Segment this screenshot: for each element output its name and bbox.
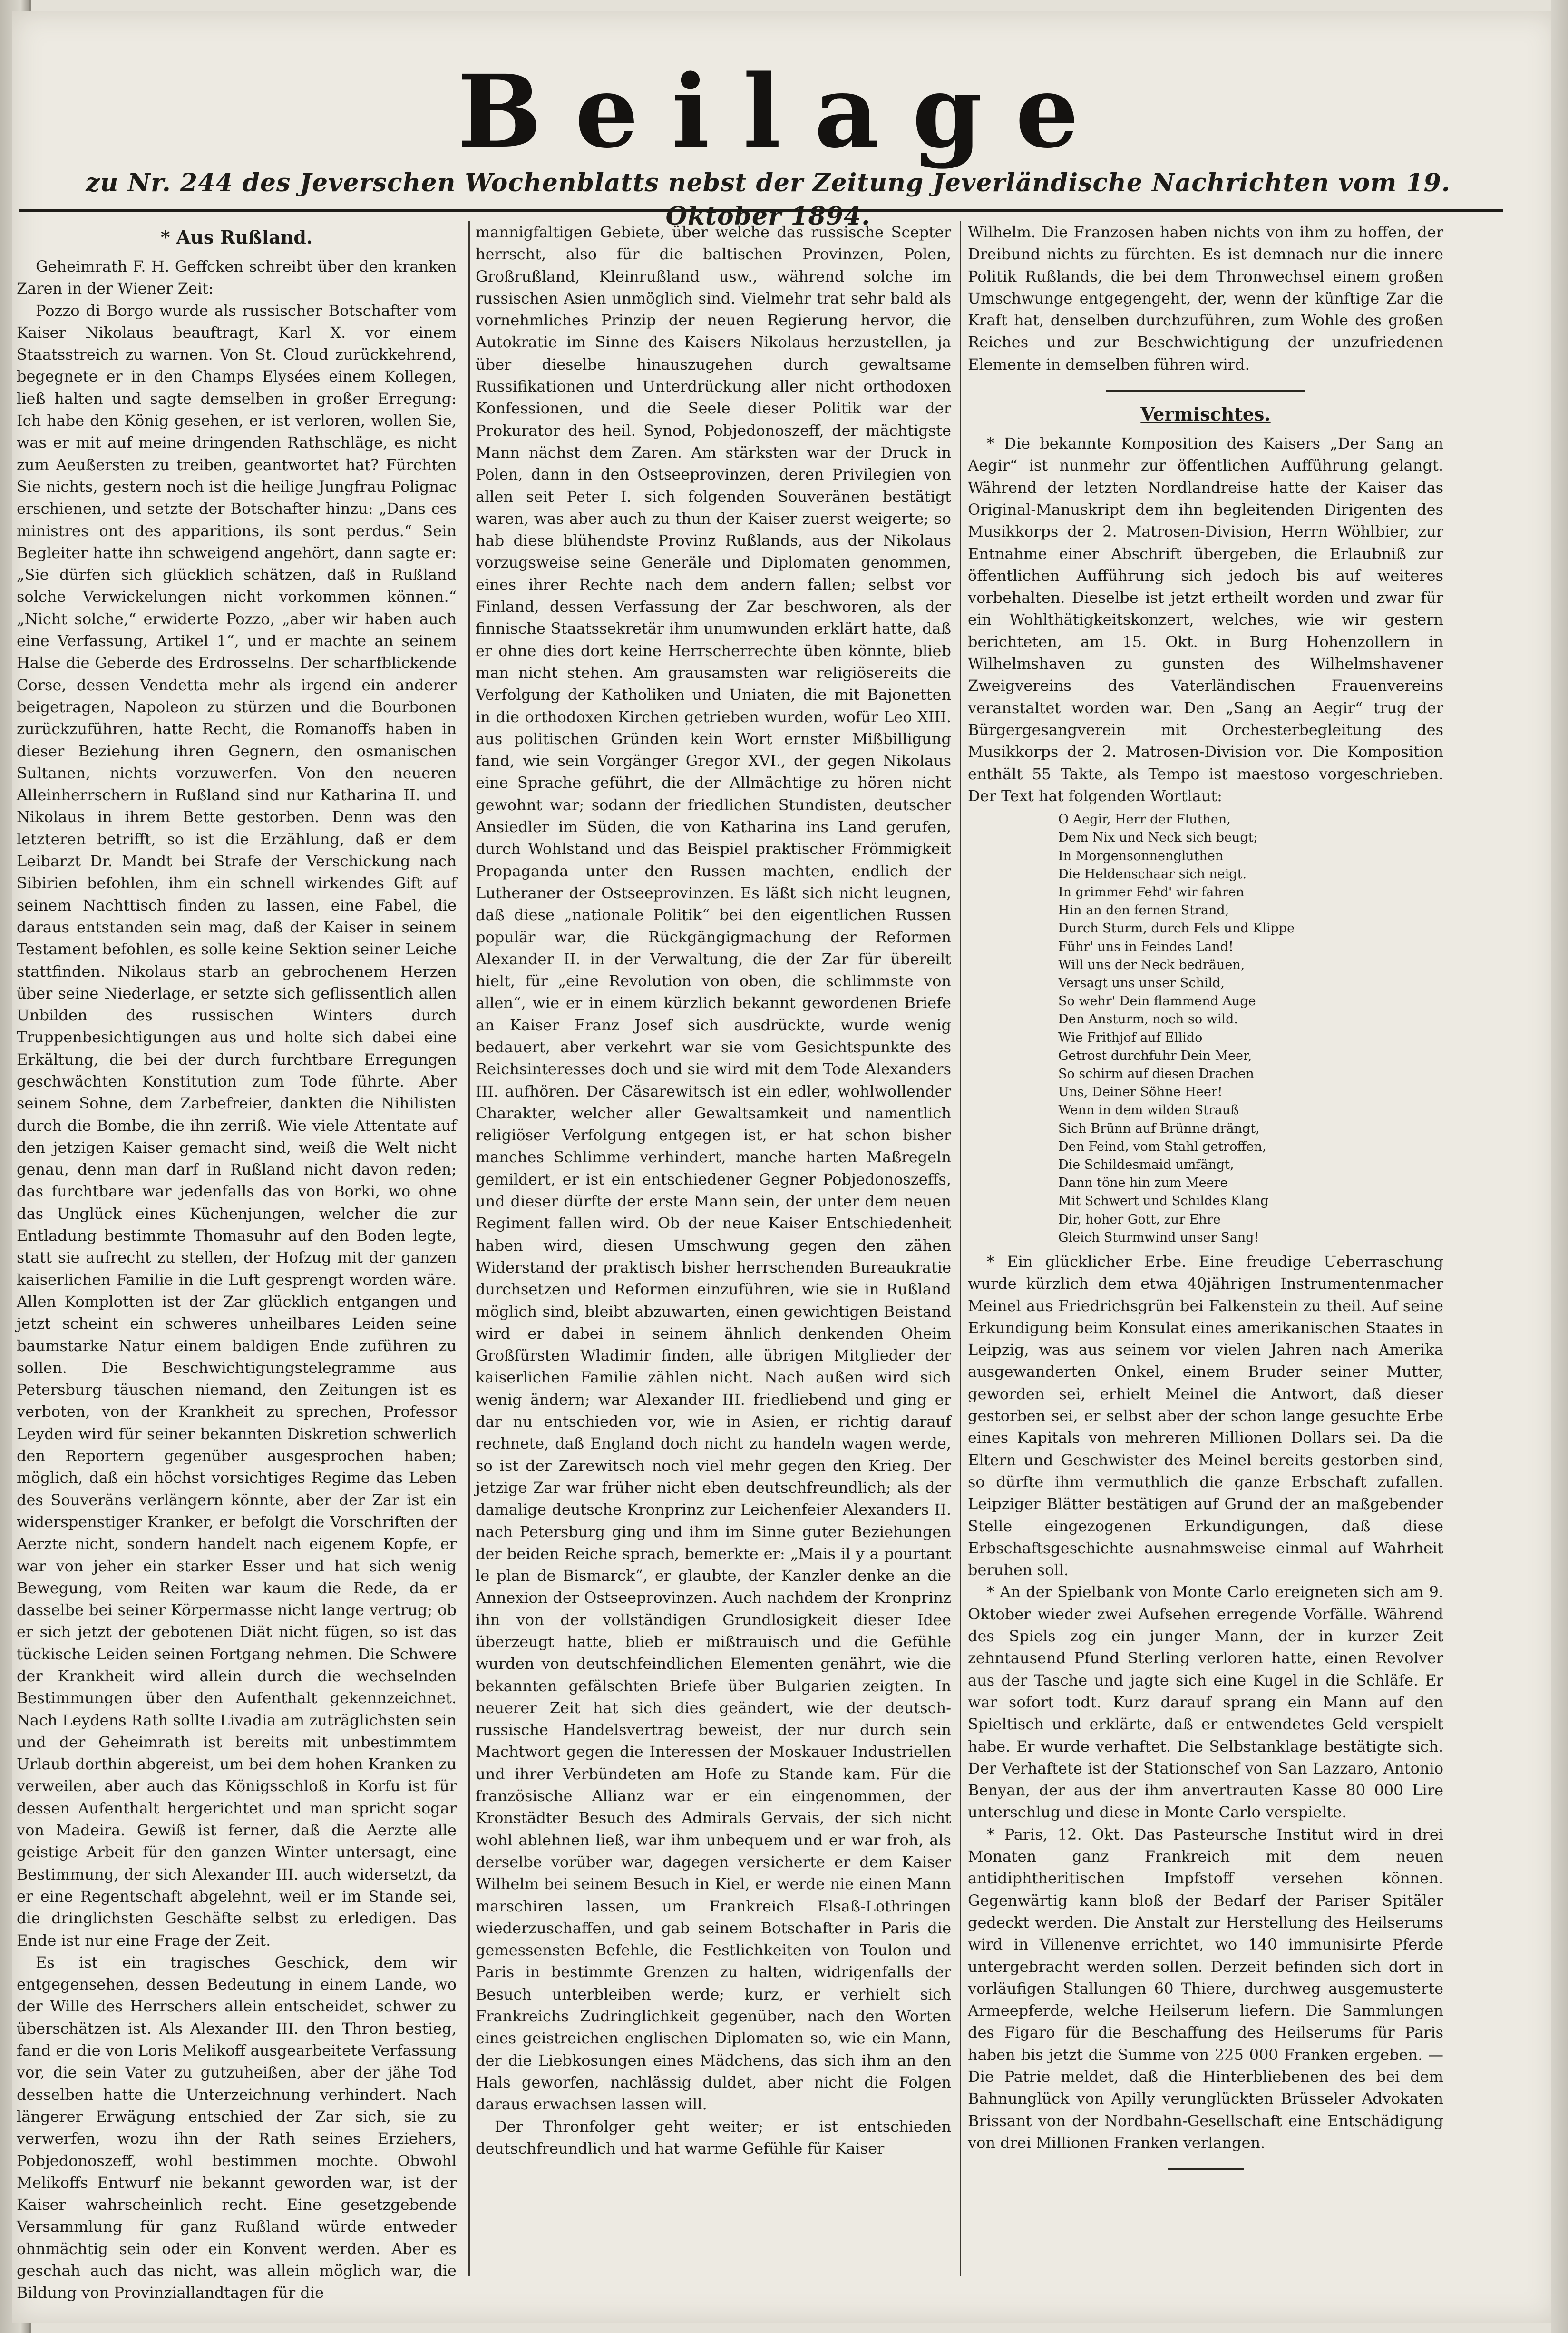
section-separator — [1106, 390, 1305, 392]
article-paragraph: Wilhelm. Die Franzosen haben nichts von ihm zu hoffen, der Dreibund nichts zu fürchten. Es ist demnach nur die innere Politik Rußlands, die bei dem Thronwechsel einem großen Umschwunge entgegengeht, der, wenn der künftige Zar die Kraft hat, denselben durchzuführen, zum Wohle des großen Reiches und zur Beschwichtigung der unzufriedenen Elemente in demselben führen wird. — [968, 223, 1443, 373]
column-3 — [968, 221, 1443, 2170]
column-2 — [476, 221, 951, 2159]
news-item: * Ein glücklicher Erbe. Eine freudige Ueberraschung wurde kürzlich dem etwa 40jährigen Instrumentenmacher Meinel aus Friedrichsgrün bei Falkenstein zu theil. Auf seine Erkundigung beim Konsulat eines amerikanischen Staates in Leipzig, was aus seinem vor vielen Jahren nach Amerika ausgewanderten Onkel, einem Bruder seiner Mutter, geworden sei, erhielt Meinel die Antwort, daß dieser gestorben sei, er selbst aber der schon lange gesuchte Erbe eines Kapitals von mehreren Millionen Dollars sei. Da die Eltern und Geschwister des Meinel bereits gestorben sind, so dürfte ihm vermuthlich die ganze Erbschaft zufallen. Leipziger Blätter bestätigen auf Grund der an maßgebender Stelle eingezogenen Erkundigungen, daß diese Erbschaftsgeschichte ausnahmsweise einmal auf Wahrheit beruhen soll. — [968, 1253, 1443, 1579]
masthead-subtitle: zu Nr. 244 des Jeverschen Wochenblatts nebst der Zeitung Jeverländische Nachrichten vom 19. Oktober 1894. — [86, 168, 1451, 231]
article-paragraph: Pozzo di Borgo wurde als russischer Botschafter vom Kaiser Nikolaus beauftragt, Karl X. vor einem Staatsstreich zu warnen. Von St. Cloud zurückkehrend, begegnete er in den Champs Elysées einem Kollegen, ließ halten und sagte demselben in großer Erregung: Ich habe den König gesehen, er ist verloren, wollen Sie, was er mit auf meine dringenden Rathschläge, es nicht zum Aeußersten zu treiben, geantwortet hat? Fürchten Sie nichts, gestern noch ist die heilige Jungfrau Polignac erschienen, und setzte der Botschafter hinzu: „Dans ces ministres ont des apparitions, ils sont perdus.“ Sein Begleiter hatte ihn schweigend angehört, dann sagte er: „Sie dürfen sich glücklich schätzen, daß in Rußland solche Verwickelungen nicht vorkommen können.“ „Nicht solche,“ erwiderte Pozzo, „aber wir haben auch eine Verfassung, Artikel 1“, und er machte an seinem Halse die Geberde des Erdrosselns. Der scharfblickende Corse, dessen Vendetta mehr als irgend ein anderer beigetragen, Napoleon zu stürzen und die Bourbonen zurückzuführen, hatte Recht, die Romanoffs haben in dieser Beziehung ihren Gegnern, den osmanischen Sultanen, nichts vorzuwerfen. Von den neueren Alleinherrschern in Rußland sind nur Katharina II. und Nikolaus in ihrem Bette gestorben. Denn was den letzteren betrifft, so ist die Erzählung, daß er dem Leibarzt Dr. Mandt bei Strafe der Verschickung nach Sibirien befohlen, ihm ein schnell wirkendes Gift auf seinem Nachttisch finden zu lassen, eine Fabel, die daraus entstanden sein mag, daß der Kaiser in seinem Testament befohlen, es solle keine Sektion seiner Leiche stattfinden. Nikolaus starb an gebrochenem Herzen über seine Niederlage, er setzte sich geflissentlich allen Unbilden des russischen Winters durch Truppenbesichtigungen aus und holte sich dabei eine Erkältung, die bei der durch furchtbare Erregungen geschwächten Konstitution zum Tode führte. Aber seinem Sohne, dem Zarbefreier, dankten die Nihilisten durch die Bombe, die ihn zerriß. Wie viele Attentate auf den jetzigen Kaiser gemacht sind, weiß die Welt nicht genau, denn man darf in Rußland nicht davon reden; das furchtbare war jedenfalls das von Borki, wo ohne das Unglück eines Küchenjungen, welcher die zur Entladung bestimmte Thomasuhr auf den Boden legte, statt sie aufrecht zu stellen, der Hofzug mit der ganzen kaiserlichen Familie in die Luft gesprengt worden wäre. Allen Komplotten ist der Zar glücklich entgangen und jetzt scheint ein schweres unheilbares Leiden seine baumstarke Natur einem baldigen Ende zuführen zu sollen. Die Beschwichtigungstelegramme aus Petersburg täuschen niemand, den Zeitungen ist es verboten, von der Krankheit zu sprechen, Professor Leyden wird für seiner bekannten Diskretion schwerlich den Reportern gegenüber ausgesprochen haben; möglich, daß ein höchst vorsichtiges Regime das Leben des Souveräns verlängern könnte, aber der Zar ist ein widerspenstiger Kranker, er befolgt die Vorschriften der Aerzte nicht, sondern handelt nach eigenem Kopfe, er war von jeher ein starker Esser und hat sich wenig Bewegung, vom Reiten war kaum die Rede, da er dasselbe bei seiner Körpermasse nicht lange vertrug; ob er sich jetzt der gebotenen Diät nicht fügen, so ist das tückische Leiden seinen Fortgang nehmen. Die Schwere der Krankheit wird allein durch die wechselnden Bestimmungen über den Aufenthalt gekennzeichnet. Nach Leydens Rath sollte Livadia am zuträglichsten sein und der Geheimrath ist bereits mit unbestimmtem Urlaub dorthin abgereist, um bei dem hohen Kranken zu verweilen, aber auch das Königsschloß in Korfu ist für dessen Aufenthalt hergerichtet und man spricht sogar von Madeira. Gewiß ist ferner, daß die Aerzte alle geistige Arbeit für den ganzen Winter untersagt, eine Bestimmung, der sich Alexander III. auch widersetzt, da er eine Regentschaft abgelehnt, weil er im Stande sei, die dringlichsten Geschäfte selbst zu erledigen. Das Ende ist nur eine Frage der Zeit. — [17, 301, 457, 1950]
masthead-rule — [19, 209, 1503, 216]
article-heading-russia: * Aus Rußland. — [160, 226, 313, 248]
article-paragraph: Es ist ein tragisches Geschick, dem wir entgegensehen, dessen Bedeutung in einem Lande, wo der Wille des Herrschers allein entscheidet, schwer zu überschätzen ist. Als Alexander III. den Thron bestieg, fand er die von Loris Melikoff ausgearbeitete Verfassung vor, die sein Vater zu gutzuheißen, aber der jähe Tod desselben hatte die Unterzeichnung verhindert. Nach längerer Erwägung entschied der Zar sich, sie zu verwerfen, wozu ihn der Rath seines Erziehers, Pobjedonoszeff, wohl bestimmen mochte. Obwohl Melikoffs Entwurf nie bekannt geworden war, ist der Kaiser wahrscheinlich recht. Eine gesetzgebende Versammlung für ganz Rußland würde entweder ohnmächtig sein oder ein Konvent werden. Aber es geschah auch das nicht, was allein möglich war, die Bildung von Provinziallandtagen für die — [17, 1953, 457, 2302]
news-item: * Die bekannte Komposition des Kaisers „Der Sang an Aegir“ ist nunmehr zur öffentlichen Aufführung gelangt. Während der letzten Nordlandreise hatte der Kaiser das Original-Manuskript dem ihn begleitenden Dirigenten des Musikkorps der 2. Matrosen-Division, Herrn Wöhlbier, zur Entnahme einer Abschrift übergeben, die Erlaubniß zur öffentlichen Aufführung sich jedoch bis auf weiteres vorbehalten. Dieselbe ist jetzt ertheilt worden und zwar für ein Wohlthätigkeitskonzert, welches, wie wir gestern berichteten, am 15. Okt. in Burg Hohenzollern in Wilhelmshaven zu gunsten des Wilhelmshavener Zweigvereins des Vaterländischen Frauenvereins veranstaltet worden war. Den „Sang an Aegir“ trug der Bürgergesangverein mit Orchesterbegleitung des Musikkorps der 2. Matrosen-Division vor. Die Komposition enthält 55 Takte, als Tempo ist maestoso vorgeschrieben. Der Text hat folgenden Wortlaut: — [968, 434, 1443, 805]
article-paragraph: Geheimrath F. H. Geffcken schreibt über den kranken Zaren in der Wiener Zeit: — [17, 257, 457, 298]
column-divider — [468, 221, 470, 2276]
masthead-title: Beilage — [457, 53, 1112, 170]
masthead — [29, 53, 1508, 231]
page-binding-edge — [1551, 0, 1568, 2333]
section-heading-vermischtes: Vermischtes. — [1140, 403, 1271, 425]
end-separator — [1168, 2168, 1244, 2170]
article-paragraph: Der Thronfolger geht weiter; er ist entschieden deutschfreundlich und hat warme Gefühle für Kaiser — [476, 2117, 951, 2157]
poem-sang-an-aegir: O Aegir, Herr der Fluthen, Dem Nix und Neck sich beugt; In Morgensonnengluthen Die Heldenschaar sich neigt. In grimmer Fehd' wir fahren Hin an den fernen Strand, Durch Sturm, durch Fels und Klippe Führ' uns in Feindes Land! Will uns der Neck bedräuen, Versagt uns unser Schild, So wehr' Dein flammend Auge Den Ansturm, noch so wild. Wie Frithjof auf Ellido Getrost durchfuhr Dein Meer, So schirm auf diesen Drachen Uns, Deiner Söhne Heer! Wenn in dem wilden Strauß Sich Brünn auf Brünne drängt, Den Feind, vom Stahl getroffen, Die Schildesmaid umfängt, Dann töne hin zum Meere Mit Schwert und Schildes Klang Dir, hoher Gott, zur Ehre Gleich Sturmwind unser Sang! — [1058, 812, 1295, 1245]
column-divider — [960, 221, 961, 2276]
article-paragraph: mannigfaltigen Gebiete, über welche das russische Scepter herrscht, also für die baltischen Provinzen, Polen, Großrußland, Kleinrußland usw., während solche im russischen Asien unmöglich sind. Vielmehr trat sehr bald als vornehmliches Prinzip der neuen Regierung hervor, die Autokratie im Sinne des Kaisers Nikolaus herzustellen, ja über dieselbe hinauszugehen durch gewaltsame Russifikationen und Unterdrückung aller nicht orthodoxen Konfessionen, und die Seele dieser Politik war der Prokurator des heil. Synod, Pobjedonoszeff, der mächtigste Mann nächst dem Zaren. Am stärksten war der Druck in Polen, dann in den Ostseeprovinzen, deren Privilegien von allen seit Peter I. sich folgenden Souveränen bestätigt waren, was aber auch zu thun der Kaiser zuerst weigerte; so hab diese blühendste Provinz Rußlands, aus der Nikolaus vorzugsweise seine Generäle und Diplomaten genommen, eines ihrer Rechte nach dem andern fallen; selbst vor Finland, dessen Verfassung der Zar beschworen, als der finnische Staatssekretär ihm unumwunden erklärt hatte, daß er ohne dies dort keine Herrscherrechte üben könnte, blieb man nicht stehen. Am grausamsten war religiösereits die Verfolgung der Katholiken und Uniaten, die mit Bajonetten in die orthodoxen Kirchen getrieben wurden, wofür Leo XIII. aus politischen Gründen kein Wort ernster Mißbilligung fand, wie sein Vorgänger Gregor XVI., der gegen Nikolaus eine Sprache geführt, die der Allmächtige zu hören nicht gewohnt war; sodann der friedlichen Stundisten, deutscher Ansiedler im Süden, die von Katharina ins Land gerufen, durch Wohlstand und das Beispiel praktischer Frömmigkeit Propaganda unter den Russen machten, endlich der Lutheraner der Ostseeprovinzen. Es läßt sich nicht leugnen, daß diese „nationale Politik“ bei den eigentlichen Russen populär war, die Rückgängigmachung der Reformen Alexander II. in der Verwaltung, die der Zar für übereilt hielt, für „eine Revolution von oben, die schlimmste von allen“, wie er in einem kürzlich bekannt gewordenen Briefe an Kaiser Franz Josef sich ausdrückte, wurde wenig bedauert, aber verkehrt war sie vom Gesichtspunkte des Reichsinteresses doch und sie wird mit dem Tode Alexanders III. aufhören. Der Cäsarewitsch ist ein edler, wohlwollender Charakter, welcher aller Gewaltsamkeit und namentlich religiöser Verfolgung entgegen ist, er hat schon bisher manches Schlimme verhindert, manche harten Maßregeln gemildert, er ist ein entschiedener Gegner Pobjedonoszeffs, und dieser dürfte der erste Mann sein, der unter dem neuen Regiment fallen wird. Ob der neue Kaiser Entschiedenheit haben wird, diesen Umschwung gegen den zähen Widerstand der praktisch bisher herrschenden Bureaukratie durchsetzen und Reformen einzuführen, wie sie in Rußland möglich sind, bleibt abzuwarten, einen gewichtigen Beistand wird er dabei in seinem ähnlich denkenden Oheim Großfürsten Wladimir finden, alle übrigen Mitglieder der kaiserlichen Familie zählen nicht. Nach außen wird sich wenig ändern; war Alexander III. friedliebend und ging er dar nu entschieden vor, wie in Asien, er richtig darauf rechnete, daß England doch nicht zu handeln wagen werde, so ist der Zarewitsch noch viel mehr gegen den Krieg. Der jetzige Zar war früher nicht eben deutschfreundlich; als der damalige deutsche Kronprinz zur Leichenfeier Alexanders II. nach Petersburg ging und ihm im Sinne guter Beziehungen der beiden Reiche sprach, bemerkte er: „Mais il y a pourtant le plan de Bismarck“, er glaubte, der Kanzler denke an die Annexion der Ostseeprovinzen. Auch nachdem der Kronprinz ihn von der vollständigen Grundlosigkeit dieser Idee überzeugt hatte, blieb er mißtrauisch und die Gefühle wurden von deutschfeindlichen Elementen genährt, wie die bekannten gefälschten Briefe über Bulgarien zeigten. In neuerer Zeit hat sich dies geändert, wie der deutsch-russische Handelsvertrag beweist, der nur durch sein Machtwort gegen die Interessen der Moskauer Industriellen und ihrer Verbündeten am Hofe zu Stande kam. Für die französische Allianz war er ein eingenommen, der Kronstädter Besuch des Admirals Gervais, der sich nicht wohl ablehnen ließ, war ihm unbequem und er war froh, als derselbe vorüber war, dagegen versicherte er dem Kaiser Wilhelm bei seinem Besuch in Kiel, er werde nie einen Mann marschiren lassen, um Frankreich Elsaß-Lothringen wiederzuschaffen, und gab seinem Botschafter in Paris die gemessensten Befehle, die Festlichkeiten von Toulon und Paris in bestimmte Grenzen zu halten, widrigenfalls der Besuch unterbleiben werde; kurz, er verhielt sich Frankreichs Zudringlichkeit gegenüber, nach den Worten eines geistreichen englischen Diplomaten so, wie ein Mann, der die Liebkosungen eines Mädchens, das sich ihm an den Hals geworfen, nachlässig duldet, aber nicht die Folgen daraus erwachsen lassen will. — [476, 223, 951, 2114]
news-item: * Paris, 12. Okt. Das Pasteursche Institut wird in drei Monaten ganz Frankreich mit dem neuen antidiphtheritischen Impfstoff versehen können. Gegenwärtig kann bloß der Bedarf der Pariser Spitäler gedeckt werden. Die Anstalt zur Herstellung des Heilserums wird in Villenenve errichtet, wo 140 immunisirte Pferde untergebracht werden sollen. Derzeit befinden sich dort in vorläufigen Stallungen 60 Thiere, durchweg ausgemusterte Armeepferde, welche Heilserum liefern. Die Sammlungen des Figaro für die Beschaffung des Heilserums für Paris haben bis jetzt die Summe von 225 000 Franken ergeben. — Die Patrie meldet, daß die Hinterbliebenen des bei dem Bahnunglück von Apilly verunglückten Brüsseler Advokaten Brissant von der Nordbahn-Gesellschaft eine Entschädigung von drei Millionen Franken verlangen. — [968, 1825, 1443, 2152]
column-1 — [17, 221, 457, 2304]
news-item: * An der Spielbank von Monte Carlo ereigneten sich am 9. Oktober wieder zwei Aufsehen erregende Vorfälle. Während des Spiels zog ein junger Mann, der in kurzer Zeit zehntausend Pfund Sterling verloren hatte, einen Revolver aus der Tasche und jagte sich eine Kugel in die Schläfe. Er war sofort todt. Kurz darauf sprang ein Mann auf den Spieltisch und erklärte, daß er entwendetes Geld verspielt habe. Er wurde verhaftet. Die Selbstanklage bestätigte sich. Der Verhaftete ist der Stationschef von San Lazzaro, Antonio Benyan, der aus der ihm anvertrauten Kasse 80 000 Lire unterschlug und diese in Monte Carlo verspielte. — [968, 1583, 1443, 1822]
